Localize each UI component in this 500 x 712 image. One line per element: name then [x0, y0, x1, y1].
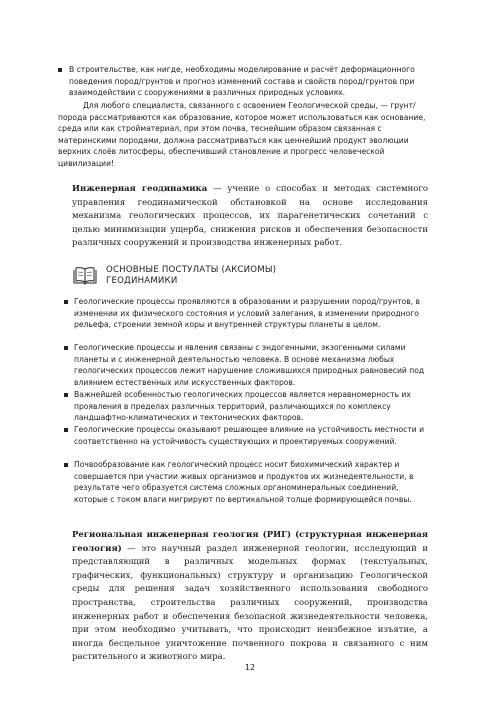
page-number: 12	[244, 663, 256, 672]
bullet-marker	[64, 428, 68, 432]
rig-definition	[72, 529, 428, 665]
bullet-marker	[58, 68, 62, 72]
postulates-header	[72, 265, 432, 289]
postulate-text: Геологические процессы и явления связаны с эндогенными, экзогенными силами планеты и с инженерной деятельностью человека. В основе механизма любых геологических процессов лежит нарушение сложившихся природных равновесий под влиянием естественных или искусственных факторов.	[74, 343, 425, 387]
geodynamics-text: — учение о способах и методах системного управления геодинамической обстановкой на основе исследования механизма геологических процессов, их парагенетических сочетаний с целью минимизации ущерба, снижения рисков и обеспечения безопасности различных сооружений и производства инженерных работ.	[72, 184, 428, 249]
rig-text: — это научный раздел инженерной геологии, исследующий и представляющий в различных модельных формах (текстуальных, графических, функциональных) структуру и организацию Геологической среды для решения задач хозяйственного использования свободного пространства, строительства различных сооружений, производства инженерных работ и обеспечения безопасной жизнедеятельности человека, при этом необходимо учитывать, что происходит неизбежное изъятие, а иногда бесцельное уничтожение почвенного покрова и связанного с ним растительного и животного мира.	[72, 543, 428, 663]
postulate-text: Геологические процессы проявляются в образовании и разрушении пород/грунтов, в изменении их физического состояния и условий залегания, в изменении природного рельефа, строении земной коры и внутренней структуры планеты в целом.	[74, 297, 421, 330]
postulate-text: Важнейшей особенностью геологических процессов является неравномерность их проявления в пределах различных территорий, различающихся по комплексу ландшафтно-климатических и тектонических факторов.	[74, 390, 411, 423]
postulates-title	[106, 265, 426, 287]
rig-term: Региональная инженерная геология (РИГ) (структурная инженерная геология)	[72, 530, 428, 554]
open-book-icon	[72, 266, 98, 286]
intro-bullet	[58, 64, 426, 99]
postulates-title-line1: ОСНОВНЫЕ ПОСТУЛАТЫ (АКСИОМЫ)	[106, 265, 277, 275]
geodynamics-term: Инженерная геодинамика	[72, 184, 208, 194]
postulate-text: Почвообразование как геологический процесс носит биохимический характер и совершается при участии живых организмов и продуктов их жизнедеятельности, в результате чего образуется система сложных органоминеральных соединений, которые с током влаги мигрируют по вертикальной толще формирующейся почвы.	[74, 460, 414, 504]
bullet-marker	[64, 393, 68, 397]
postulates-title-line2: ГЕОДИНАМИКИ	[106, 276, 178, 286]
intro-paragraph: Для любого специалиста, связанного с освоением Геологической среды, — грунт/порода рассматриваются как образование, которое может использоваться как основание, среда или как стройматериал, при этом почва, теснейшим образом связанная с материнскими породами, должна рассматриваться как ценнейший продукт эволюции верхних слоёв литосферы, обеспечивший становление и прогресс человеческой цивилизации!	[58, 101, 426, 168]
postulate-item	[64, 342, 428, 388]
intro-bullet-text: В строительстве, как нигде, необходимы моделирование и расчёт деформационного поведения пород/грунтов и прогноз изменений состава и свойств пород/грунтов при взаимодействии с сооружениями в различных природных условиях.	[69, 65, 415, 98]
postulate-item	[64, 389, 428, 424]
bullet-marker	[64, 463, 68, 467]
bullet-marker	[64, 346, 68, 350]
postulate-item	[64, 424, 428, 447]
geodynamics-definition	[72, 183, 428, 251]
postulate-item	[64, 296, 428, 331]
postulate-item	[64, 459, 428, 505]
bullet-marker	[64, 300, 68, 304]
postulate-text: Геологические процессы оказывают решающее влияние на устойчивость местности и соответственно на устойчивость существующих и проектируемых сооружений.	[74, 425, 425, 446]
